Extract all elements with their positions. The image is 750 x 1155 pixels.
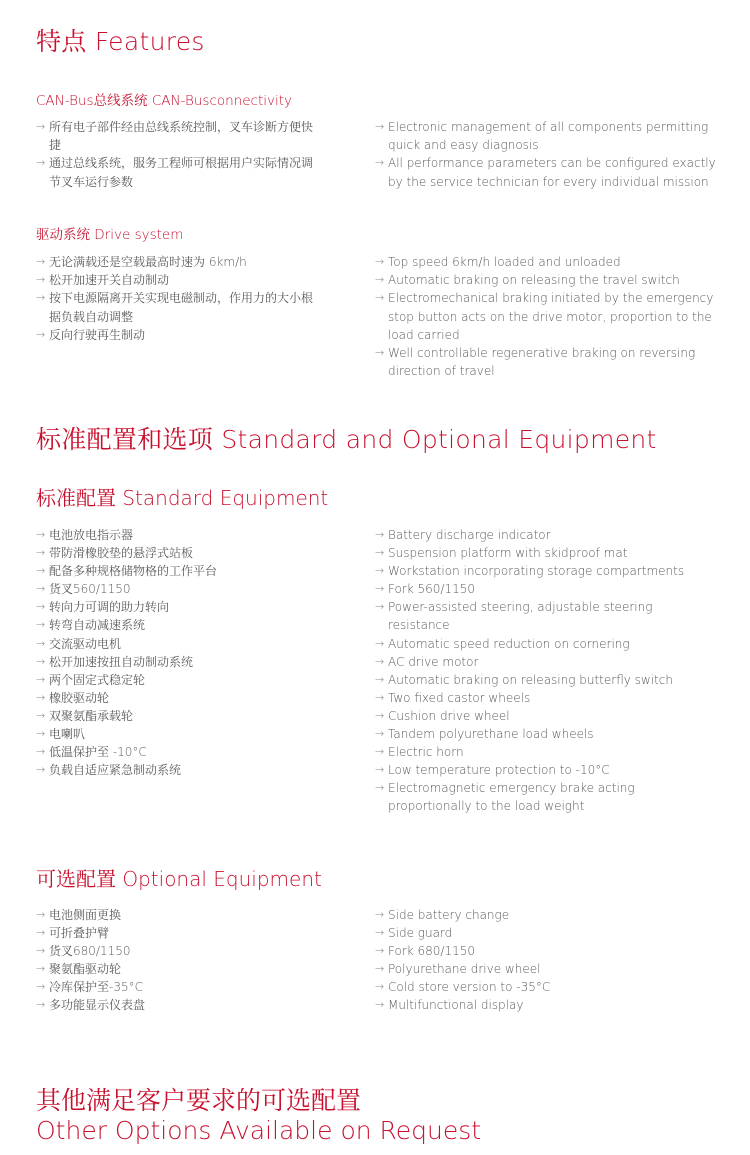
optional-list-en	[375, 906, 715, 1015]
list-item: → Side guard	[375, 924, 715, 942]
list-item: → 松开加速开关自动制动	[36, 271, 318, 289]
optional-list-cn	[36, 906, 336, 1015]
list-item: → 低温保护至 -10°C	[36, 743, 336, 761]
list-item: → 转向力可调的助力转向	[36, 598, 336, 616]
standard-list-cn	[36, 526, 336, 779]
other-options-heading-cn: 其他满足客户要求的可选配置	[36, 1086, 362, 1115]
list-item: → Well controllable regenerative braking on reversing direction of travel	[375, 344, 725, 380]
list-item: → 电池侧面更换	[36, 906, 336, 924]
list-item: → 反向行驶再生制动	[36, 326, 318, 344]
list-item: → Electric horn	[375, 743, 715, 761]
list-item: → 双聚氨酯承载轮	[36, 707, 336, 725]
list-item: → Fork 560/1150	[375, 580, 715, 598]
list-item: → Automatic braking on releasing the travel switch	[375, 271, 725, 289]
list-item: → Power-assisted steering, adjustable steering resistance	[375, 598, 715, 634]
list-item: → 货叉560/1150	[36, 580, 336, 598]
list-item: → 多功能显示仪表盘	[36, 996, 336, 1014]
list-item: → 转弯自动减速系统	[36, 616, 336, 634]
list-item: → Cushion drive wheel	[375, 707, 715, 725]
list-item: → Battery discharge indicator	[375, 526, 715, 544]
list-item: → Low temperature protection to -10°C	[375, 761, 715, 779]
list-item: → Two fixed castor wheels	[375, 689, 715, 707]
list-item: → 电池放电指示器	[36, 526, 336, 544]
list-item: → 电喇叭	[36, 725, 336, 743]
standard-list-en	[375, 526, 715, 816]
list-item: → Top speed 6km/h loaded and unloaded	[375, 253, 725, 271]
other-options-heading-en: Other Options Available on Request	[36, 1116, 482, 1145]
standard-heading: 标准配置 Standard Equipment	[36, 486, 329, 510]
list-item: → 货叉680/1150	[36, 942, 336, 960]
equipment-heading: 标准配置和选项 Standard and Optional Equipment	[36, 425, 657, 454]
list-item: → 负载自适应紧急制动系统	[36, 761, 336, 779]
canbus-list-en	[375, 118, 725, 191]
list-item: → Polyurethane drive wheel	[375, 960, 715, 978]
list-item: → Fork 680/1150	[375, 942, 715, 960]
list-item: → Workstation incorporating storage compartments	[375, 562, 715, 580]
list-item: → 所有电子部件经由总线系统控制，叉车诊断方便快捷	[36, 118, 316, 154]
list-item: → 聚氨酯驱动轮	[36, 960, 336, 978]
list-item: → Tandem polyurethane load wheels	[375, 725, 715, 743]
list-item: → 冷库保护至-35°C	[36, 978, 336, 996]
list-item: → 两个固定式稳定轮	[36, 671, 336, 689]
list-item: → Side battery change	[375, 906, 715, 924]
list-item: → Electronic management of all components permitting quick and easy diagnosis	[375, 118, 725, 154]
list-item: → All performance parameters can be configured exactly by the service technician for every individual mission	[375, 154, 725, 190]
optional-heading: 可选配置 Optional Equipment	[36, 867, 322, 891]
list-item: → 按下电源隔离开关实现电磁制动，作用力的大小根据负载自动调整	[36, 289, 318, 325]
list-item: → AC drive motor	[375, 653, 715, 671]
list-item: → Cold store version to -35°C	[375, 978, 715, 996]
drive-heading: 驱动系统 Drive system	[36, 227, 184, 243]
features-heading: 特点 Features	[36, 27, 205, 56]
canbus-heading: CAN-Bus总线系统 CAN-Busconnectivity	[36, 93, 293, 109]
list-item: → Automatic braking on releasing butterfly switch	[375, 671, 715, 689]
list-item: → 可折叠护臂	[36, 924, 336, 942]
list-item: → Electromagnetic emergency brake acting proportionally to the load weight	[375, 779, 715, 815]
drive-list-cn	[36, 253, 318, 344]
list-item: → 配备多种规格储物格的工作平台	[36, 562, 336, 580]
list-item: → 交流驱动电机	[36, 635, 336, 653]
canbus-list-cn	[36, 118, 316, 191]
list-item: → Electromechanical braking initiated by the emergency stop button acts on the drive motor, proportion to the load carried	[375, 289, 725, 344]
list-item: → Multifunctional display	[375, 996, 715, 1014]
list-item: → 橡胶驱动轮	[36, 689, 336, 707]
list-item: → 带防滑橡胶垫的悬浮式站板	[36, 544, 336, 562]
list-item: → Suspension platform with skidproof mat	[375, 544, 715, 562]
list-item: → 无论满载还是空载最高时速为 6km/h	[36, 253, 318, 271]
list-item: → 通过总线系统，服务工程师可根据用户实际情况调节叉车运行参数	[36, 154, 316, 190]
drive-list-en	[375, 253, 725, 380]
list-item: → Automatic speed reduction on cornering	[375, 635, 715, 653]
list-item: → 松开加速按扭自动制动系统	[36, 653, 336, 671]
